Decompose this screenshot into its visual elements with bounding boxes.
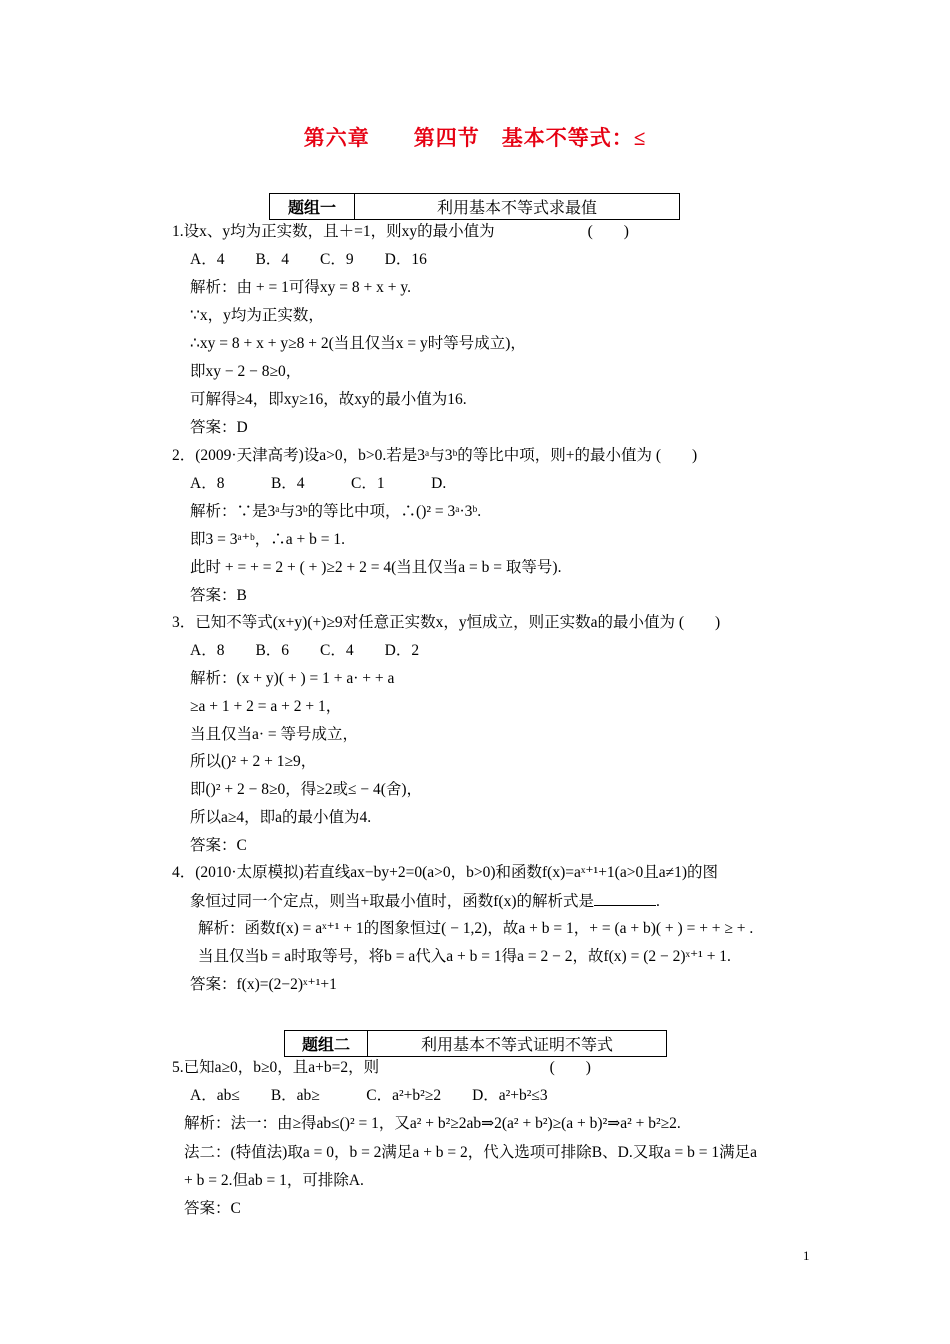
q2-solution-line: 即3 = 3ᵃ⁺ᵇ，∴a + b = 1.: [190, 531, 345, 548]
q1-options: A．4 B．4 C．9 D．16: [190, 251, 427, 268]
page-number: 1: [803, 1248, 810, 1263]
q3-solution-line: ≥a + 1 + 2 = a + 2 + 1，: [190, 698, 342, 715]
answer-blank: [594, 891, 656, 906]
q5-options: A．ab≤ B．ab≥ C．a²+b²≥2 D．a²+b²≤3: [190, 1087, 548, 1104]
q5-solution-line: 解析：法一：由≥得ab≤()² = 1，又a² + b²≥2ab⇒2(a² + b²)≥(a + b)²⇒a² + b²≥2.: [184, 1115, 681, 1132]
q1-solution-line: 可解得≥4，即xy≥16，故xy的最小值为16.: [190, 391, 467, 408]
q3-stem: 3．已知不等式(x+y)(+)≥9对任意正实数x，y恒成立，则正实数a的最小值为 ( ): [172, 614, 721, 631]
group-2-topic: 利用基本不等式证明不等式: [420, 1037, 613, 1054]
group-2-header: [284, 1030, 667, 1057]
q5-stem: 5.已知a≥0，b≥0，且a+b=2，则 ( ): [172, 1059, 591, 1076]
q1-solution-line: 即xy − 2 − 8≥0，: [190, 363, 302, 380]
q2-stem: 2．(2009·天津高考)设a>0，b>0.若是3ᵃ与3ᵇ的等比中项，则+的最小值为 ( ): [172, 447, 698, 464]
q3-solution-line: 当且仅当a· = 等号成立，: [190, 726, 359, 743]
q3-solution-line: 所以a≥4，即a的最小值为4.: [190, 809, 372, 826]
q4-answer: 答案：f(x)=(2−2)ˣ⁺¹+1: [190, 976, 337, 993]
q2-solution-line: 解析：∵是3ᵃ与3ᵇ的等比中项，∴()² = 3ᵃ·3ᵇ.: [190, 503, 482, 520]
q4-solution-line: 当且仅当b = a时取等号，将b = a代入a + b = 1得a = 2 − 2，故f(x) = (2 − 2)ˣ⁺¹ + 1.: [198, 948, 731, 965]
q3-answer: 答案：C: [190, 837, 247, 854]
q3-solution-line: 所以()² + 2 + 1≥9，: [190, 753, 317, 770]
q5-answer: 答案：C: [184, 1200, 241, 1217]
page-title: 第六章 第四节 基本不等式：≤: [303, 126, 647, 150]
q1-solution-line: ∴xy = 8 + x + y≥8 + 2(当且仅当x = y时等号成立)，: [190, 335, 526, 352]
q5-solution-line: + b = 2.但ab = 1，可排除A.: [184, 1172, 364, 1189]
q4-stem-text: 象恒过同一个定点，则当+取最小值时，函数f(x)的解析式是: [190, 893, 594, 910]
q3-solution-line: 解析：(x + y)( + ) = 1 + a· + + a: [190, 670, 395, 687]
q4-stem-cont: 象恒过同一个定点，则当+取最小值时，函数f(x)的解析式是 .: [190, 893, 660, 910]
q2-options: A．8 B．4 C．1 D.: [190, 475, 447, 492]
group-2-label: 题组二: [285, 1031, 368, 1056]
q3-solution-line: 即()² + 2 − 8≥0，得≥2或≤ − 4(舍)，: [190, 781, 423, 798]
group-1-header: [269, 193, 680, 220]
q2-answer: 答案：B: [190, 587, 247, 604]
q3-options: A．8 B．6 C．4 D．2: [190, 642, 420, 659]
q1-solution-line: ∵x，y均为正实数，: [190, 307, 324, 324]
q1-solution-line: 解析：由 + = 1可得xy = 8 + x + y.: [190, 279, 411, 296]
q4-stem: 4．(2010·太原模拟)若直线ax−by+2=0(a>0，b>0)和函数f(x)=aˣ⁺¹+1(a>0且a≠1)的图: [172, 864, 719, 881]
q2-solution-line: 此时 + = + = 2 + ( + )≥2 + 2 = 4(当且仅当a = b = 取等号).: [190, 559, 562, 576]
q1-answer: 答案：D: [190, 419, 248, 436]
q4-solution-line: 解析：函数f(x) = aˣ⁺¹ + 1的图象恒过( − 1,2)，故a + b = 1，+ = (a + b)( + ) = + + ≥ + .: [198, 920, 754, 937]
group-1-topic: 利用基本不等式求最值: [436, 200, 597, 217]
group-1-label: 题组一: [270, 194, 355, 219]
q1-stem: 1.设x、y均为正实数，且＋=1，则xy的最小值为 ( ): [172, 223, 629, 240]
q5-solution-line: 法二：(特值法)取a = 0，b = 2满足a + b = 2，代入选项可排除B、D.又取a = b = 1满足a: [184, 1144, 757, 1161]
